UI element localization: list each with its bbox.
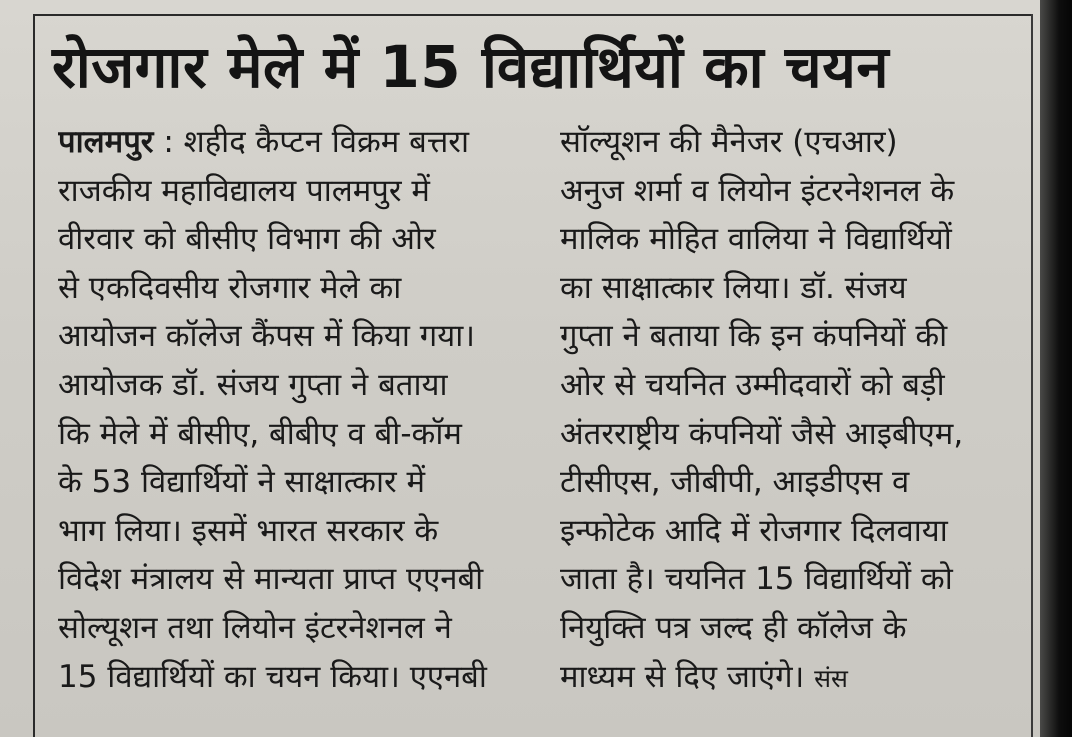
column-line: नियुक्ति पत्र जल्द ही कॉलेज के	[560, 609, 907, 646]
column-line: कि मेले में बीसीए, बीबीए व बी-कॉम	[58, 415, 462, 452]
column-line: सोल्यूशन तथा लियोन इंटरनेशनल ने	[58, 609, 452, 646]
frame-rule-right	[1031, 14, 1033, 737]
line-text: : शहीद कैप्टन विक्रम बत्तरा	[153, 124, 470, 160]
column-line: अनुज शर्मा व लियोन इंटरनेशनल के	[560, 172, 955, 209]
reporter-credit: संस	[814, 663, 848, 693]
column-line: ओर से चयनित उम्मीदवारों को बड़ी	[560, 366, 945, 403]
article-headline: रोजगार मेले में 15 विद्यार्थियों का चयन	[52, 33, 890, 101]
column-line: 15 विद्यार्थियों का चयन किया। एएनबी	[58, 658, 487, 695]
column-line: अंतरराष्ट्रीय कंपनियों जैसे आइबीएम,	[560, 415, 964, 452]
column-line: आयोजक डॉ. संजय गुप्ता ने बताया	[58, 366, 448, 403]
column-line: से एकदिवसीय रोजगार मेले का	[58, 269, 402, 306]
line-text: माध्यम से दिए जाएंगे।	[560, 658, 805, 695]
article-column-right	[560, 118, 1015, 701]
dark-background-edge	[1040, 0, 1072, 737]
column-line	[58, 118, 528, 167]
article-column-left	[58, 118, 528, 701]
column-line: जाता है। चयनित 15 विद्यार्थियों को	[560, 561, 953, 598]
column-line: सॉल्यूशन की मैनेजर (एचआर)	[560, 124, 898, 160]
column-line: भाग लिया। इसमें भारत सरकार के	[58, 512, 439, 549]
column-line: मालिक मोहित वालिया ने विद्यार्थियों	[560, 221, 952, 258]
frame-rule-top	[33, 14, 1033, 16]
frame-rule-left	[33, 14, 35, 737]
column-line: आयोजन कॉलेज कैंपस में किया गया।	[58, 318, 475, 355]
column-line: वीरवार को बीसीए विभाग की ओर	[58, 221, 436, 258]
column-line: गुप्ता ने बताया कि इन कंपनियों की	[560, 318, 948, 355]
column-line: इन्फोटेक आदि में रोजगार दिलवाया	[560, 512, 948, 549]
column-line: के 53 विद्यार्थियों ने साक्षात्कार में	[58, 464, 426, 501]
dateline: पालमपुर	[58, 124, 154, 160]
column-line: टीसीएस, जीबीपी, आइडीएस व	[560, 464, 910, 501]
column-line: विदेश मंत्रालय से मान्यता प्राप्त एएनबी	[58, 561, 484, 598]
column-line	[560, 653, 1015, 702]
column-line: का साक्षात्कार लिया। डॉ. संजय	[560, 269, 907, 306]
column-line: राजकीय महाविद्यालय पालमपुर में	[58, 172, 430, 209]
